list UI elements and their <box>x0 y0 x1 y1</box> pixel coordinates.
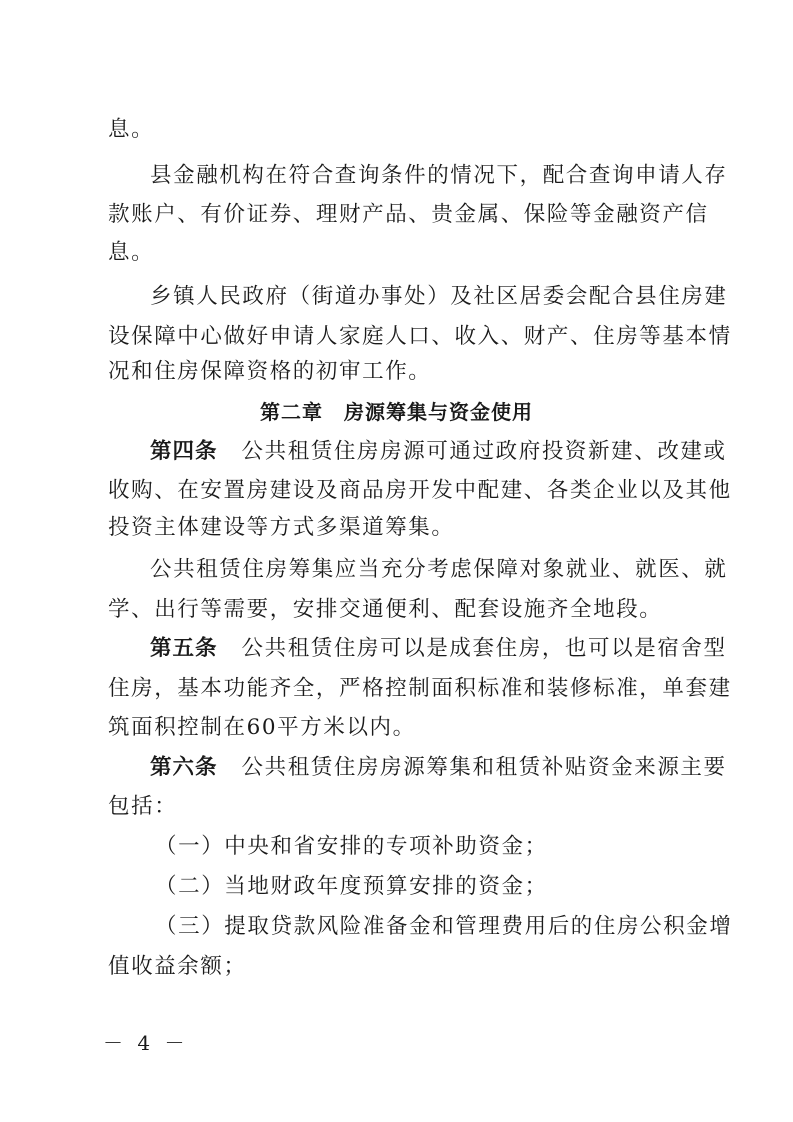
article-5-first-line <box>0 635 793 663</box>
article-6-first-line <box>0 754 793 782</box>
text-line: 乡镇人民政府（街道办事处）及社区居委会配合县住房建 <box>150 284 728 309</box>
text-line: 筑面积控制在60平方米以内。 <box>108 715 416 740</box>
text-line: 息。 <box>108 240 155 265</box>
list-item: （三）提取贷款风险准备金和管理费用后的住房公积金增 <box>155 914 733 939</box>
text-line: 款账户、有价证券、理财产品、贵金属、保险等金融资产信 <box>108 202 709 227</box>
article-text: 公共租赁住房可以是成套住房，也可以是宿舍型 <box>241 636 727 661</box>
list-item: （二）当地财政年度预算安排的资金； <box>155 874 548 899</box>
page-number: － 4 － <box>103 1031 189 1055</box>
text-line: 住房，基本功能齐全，严格控制面积标准和装修标准，单套建 <box>108 676 732 701</box>
text-line: 县金融机构在符合查询条件的情况下，配合查询申请人存 <box>150 163 728 188</box>
text-line: 况和住房保障资格的初审工作。 <box>108 359 432 384</box>
article-text: 公共租赁住房房源筹集和租赁补贴资金来源主要 <box>241 755 727 780</box>
article-label: 第五条 <box>150 636 218 661</box>
text-line: 收购、在安置房建设及商品房开发中配建、各类企业以及其他 <box>108 478 732 503</box>
text-line: 投资主体建设等方式多渠道筹集。 <box>108 515 455 540</box>
article-label: 第四条 <box>150 439 218 464</box>
chapter-heading: 第二章 房源筹集与资金使用 <box>260 400 533 424</box>
text-line: 包括： <box>108 794 178 819</box>
text-line: 值收益余额； <box>108 954 247 979</box>
article-4-first-line <box>0 438 793 466</box>
article-label: 第六条 <box>150 755 218 780</box>
article-text: 公共租赁住房房源可通过政府投资新建、改建或 <box>241 439 727 464</box>
list-item: （一）中央和省安排的专项补助资金； <box>155 834 548 859</box>
text-line: 公共租赁住房筹集应当充分考虑保障对象就业、就医、就 <box>150 557 728 582</box>
text-line: 息。 <box>108 117 155 142</box>
text-line: 学、出行等需要，安排交通便利、配套设施齐全地段。 <box>108 597 663 622</box>
text-line: 设保障中心做好申请人家庭人口、收入、财产、住房等基本情 <box>108 324 732 349</box>
